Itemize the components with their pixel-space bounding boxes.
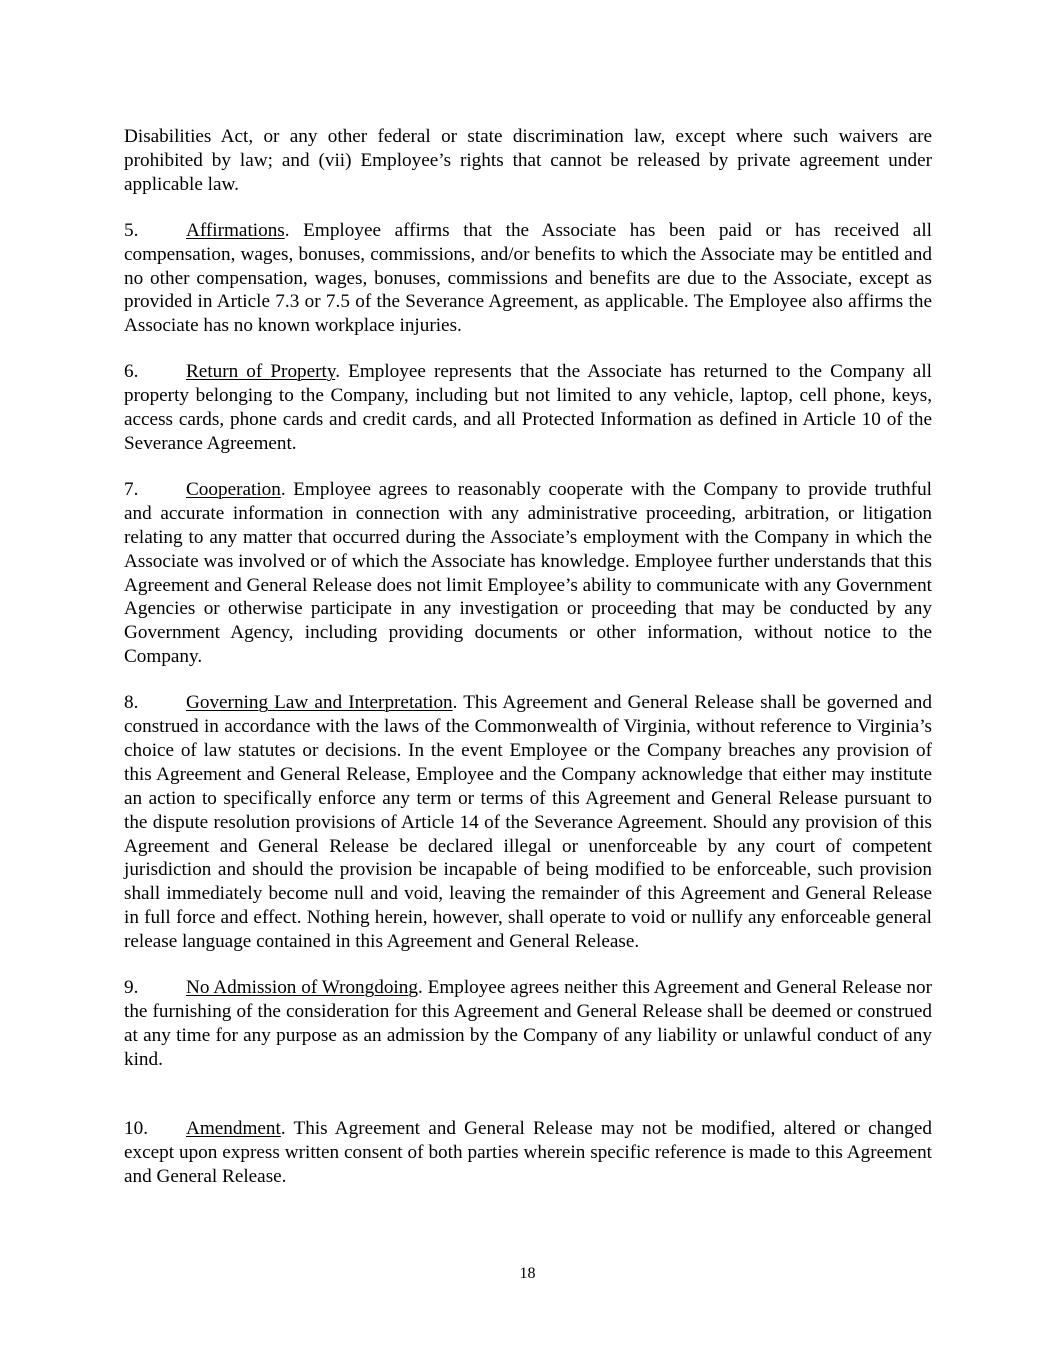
section-text: . Employee affirms that the Associate has been paid or has received all compensation, wages, bonuses, commissions, and/or benefits to which the Associate may be entitled and no other compensation, wages, bonuses, commissions and benefits are due to the Associate, except as provided in Article 7.3 or 7.5 of the Severance Agreement, as applicable. The Employee also affirms the Associate has no known workplace injuries. — [124, 219, 932, 337]
section-text: . Employee represents that the Associate has returned to the Company all property belonging to the Company, including but not limited to any vehicle, laptop, cell phone, keys, access cards, phone cards and credit cards, and all Protected Information as defined in Article 10 of the Severance Agreement. — [124, 361, 932, 454]
page-number: 18 — [519, 1265, 536, 1282]
document-body — [124, 125, 932, 1188]
section-heading: Cooperation — [186, 478, 281, 500]
section-text: . Employee agrees to reasonably cooperate with the Company to provide truthful and accurate information in connection with any administrative proceeding, arbitration, or litigation relating to any matter that occurred during the Associate’s employment with the Company in which the Associate was involved or of which the Associate has knowledge. Employee further understands that this Agreement and General Release does not limit Employee’s ability to communicate with any Government Agencies or otherwise participate in any investigation or proceeding that may be conducted by any Government Agency, including providing documents or other information, without notice to the Company. — [124, 478, 932, 668]
section-text: . This Agreement and General Release shall be governed and construed in accordance with the laws of the Commonwealth of Virginia, without reference to Virginia’s choice of law statutes or decisions. In the event Employee or the Company breaches any provision of this Agreement and General Release, Employee and the Company acknowledge that either may institute an action to specifically enforce any term or terms of this Agreement and General Release pursuant to the dispute resolution provisions of Article 14 of the Severance Agreement. Should any provision of this Agreement and General Release be declared illegal or unenforceable by any court of competent jurisdiction and should the provision be incapable of being modified to be enforceable, such provision shall immediately become null and void, leaving the remainder of this Agreement and General Release in full force and effect. Nothing herein, however, shall operate to void or nullify any enforceable general release language contained in this Agreement and General Release. — [124, 692, 932, 953]
section-heading: Amendment — [186, 1117, 281, 1139]
section-text: . This Agreement and General Release may not be modified, altered or changed except upon express written consent of both parties wherein specific reference is made to this Agreement and General Release. — [124, 1117, 932, 1187]
section-10-amendment — [124, 1117, 932, 1189]
section-number: 9. — [124, 977, 139, 999]
section-number: 8. — [124, 692, 139, 714]
section-number: 6. — [124, 361, 139, 383]
section-heading: Governing Law and Interpretation — [186, 692, 453, 714]
section-number: 10. — [124, 1117, 148, 1139]
section-8-governing-law — [124, 691, 932, 954]
section-heading: Affirmations — [186, 219, 285, 241]
section-number: 5. — [124, 219, 139, 241]
section-heading: No Admission of Wrongdoing — [186, 977, 418, 999]
section-5-affirmations — [124, 219, 932, 339]
continuation-paragraph: Disabilities Act, or any other federal or state discrimination law, except where such waivers are prohibited by law; and (vii) Employee’s rights that cannot be released by private agreement under applicable law. — [124, 126, 932, 195]
section-7-cooperation — [124, 478, 932, 669]
section-heading: Return of Property — [186, 361, 336, 383]
section-6-return-of-property — [124, 360, 932, 456]
section-9-no-admission — [124, 976, 932, 1072]
section-text: . Employee agrees neither this Agreement and General Release nor the furnishing of the consideration for this Agreement and General Release shall be deemed or construed at any time for any purpose as an admission by the Company of any liability or unlawful conduct of any kind. — [124, 977, 933, 1070]
section-number: 7. — [124, 478, 139, 500]
